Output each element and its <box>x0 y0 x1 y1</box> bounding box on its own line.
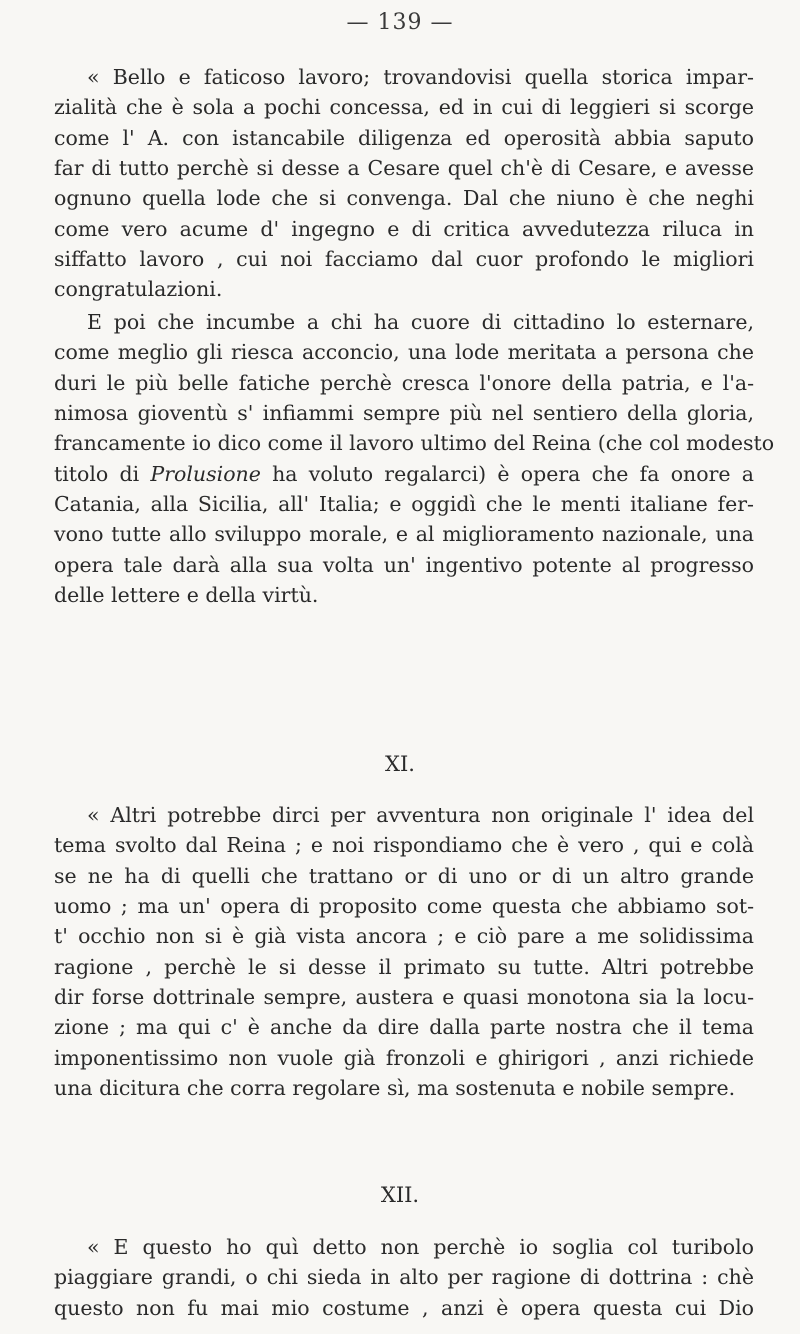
text-line: tema svolto dal Reina ; e noi rispondiamo che è vero , qui e colà <box>54 833 754 858</box>
text-line: piaggiare grandi, o chi sieda in alto per ragione di dottrina : chè <box>54 1265 754 1290</box>
page-number: — 139 — <box>346 10 454 35</box>
text-line: come l' A. con istancabile diligenza ed operosità abbia saputo <box>54 125 754 150</box>
text-line: come meglio gli riesca acconcio, una lode meritata a persona che <box>54 340 754 365</box>
paragraph-4 <box>54 1232 754 1323</box>
text-line: delle lettere e della virtù. <box>54 583 319 608</box>
section-heading-xii: XII. <box>380 1183 420 1207</box>
text-line: duri le più belle fatiche perchè cresca l'onore della patria, e l'a- <box>54 370 754 395</box>
text-line: zialità che è sola a pochi concessa, ed in cui di leggieri si scorge <box>54 95 754 120</box>
text-line: una dicitura che corra regolare sì, ma sostenuta e nobile sempre. <box>54 1076 736 1101</box>
italic-title: Prolusione <box>150 461 261 486</box>
text-line: far di tutto perchè si desse a Cesare quel ch'è di Cesare, e avesse <box>54 156 754 181</box>
text-line: Catania, alla Sicilia, all' Italia; e oggidì che le menti italiane fer- <box>54 492 754 517</box>
paragraph-3 <box>54 800 754 1103</box>
text-line: uomo ; ma un' opera di proposito come questa che abbiamo sot- <box>54 894 754 919</box>
text-line-with-italic <box>54 459 754 489</box>
text-line: congratulazioni. <box>54 277 223 302</box>
text-line: t' occhio non si è già vista ancora ; e ciò pare a me solidissima <box>54 924 754 949</box>
text-segment: ha voluto regalarci) è opera che fa onore a <box>272 461 754 486</box>
text-line: vono tutte allo sviluppo morale, e al miglioramento nazionale, una <box>54 522 754 547</box>
text-segment: titolo di <box>54 461 151 486</box>
text-line: dir forse dottrinale sempre, austera e quasi monotona sia la locu- <box>54 985 754 1010</box>
text-line: « Bello e faticoso lavoro; trovandovisi quella storica impar- <box>87 65 754 89</box>
text-line: questo non fu mai mio costume , anzi è opera questa cui Dio <box>54 1295 754 1320</box>
paragraph-2 <box>54 307 775 610</box>
paragraph-1 <box>54 62 754 305</box>
text-line: siffatto lavoro , cui noi facciamo dal cuor profondo le migliori <box>54 247 754 272</box>
text-line: zione ; ma qui c' è anche da dire dalla parte nostra che il tema <box>54 1015 754 1040</box>
text-line: come vero acume d' ingegno e di critica avvedutezza riluca in <box>54 216 754 241</box>
text-line: se ne ha di quelli che trattano or di uno or di un altro grande <box>54 863 754 888</box>
section-heading-xi: XI. <box>385 752 415 776</box>
text-line: nimosa gioventù s' infiammi sempre più nel sentiero della gloria, <box>54 401 754 426</box>
text-line: opera tale darà alla sua volta un' ingentivo potente al progresso <box>54 552 754 577</box>
text-line: ragione , perchè le si desse il primato su tutte. Altri potrebbe <box>54 954 754 979</box>
text-line: « Altri potrebbe dirci per avventura non originale l' idea del <box>87 803 754 827</box>
text-line: E poi che incumbe a chi ha cuore di cittadino lo esternare, <box>87 310 754 334</box>
text-line: imponentissimo non vuole già fronzoli e ghirigori , anzi richiede <box>54 1045 754 1070</box>
text-line: ognuno quella lode che si convenga. Dal che niuno è che neghi <box>54 186 754 211</box>
text-line: « E questo ho quì detto non perchè io soglia col turibolo <box>87 1235 754 1259</box>
text-line: francamente io dico come il lavoro ultimo del Reina (che col modesto <box>54 431 775 456</box>
